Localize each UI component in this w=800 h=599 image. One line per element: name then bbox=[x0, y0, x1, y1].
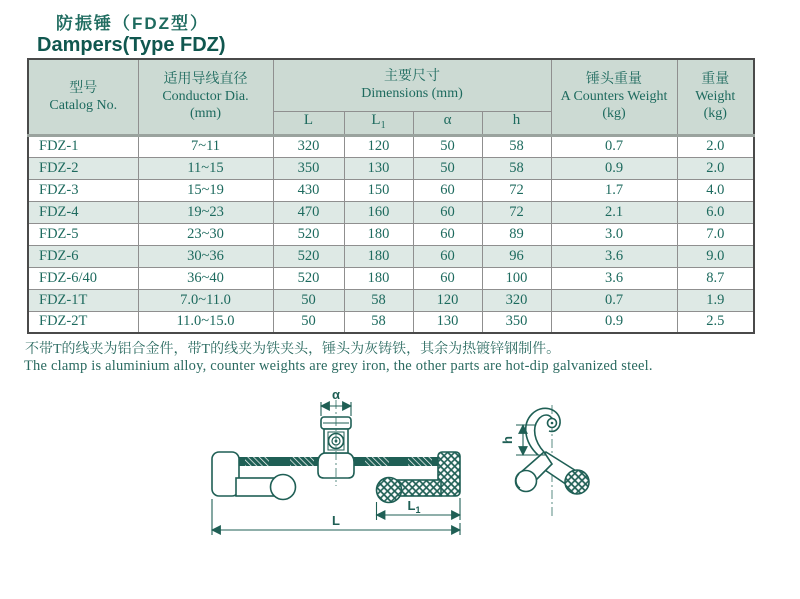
dim-L bbox=[212, 499, 460, 535]
table-cell-L: 520 bbox=[273, 267, 344, 289]
table-cell-L1: 120 bbox=[344, 135, 413, 157]
table-cell-conductor_dia: 30~36 bbox=[138, 245, 273, 267]
table-cell-catalog: FDZ-1 bbox=[28, 135, 138, 157]
table-cell-weight: 7.0 bbox=[677, 223, 754, 245]
table-cell-conductor_dia: 19~23 bbox=[138, 201, 273, 223]
table-cell-catalog: FDZ-6 bbox=[28, 245, 138, 267]
table-cell-alpha: 120 bbox=[413, 289, 482, 311]
table-body bbox=[28, 135, 754, 333]
table-row bbox=[28, 135, 754, 157]
table-cell-conductor_dia: 23~30 bbox=[138, 223, 273, 245]
table-cell-L: 350 bbox=[273, 157, 344, 179]
page-title-en: Dampers(Type FDZ) bbox=[37, 34, 226, 56]
table-cell-counter_weight: 3.6 bbox=[551, 245, 677, 267]
table-cell-L: 470 bbox=[273, 201, 344, 223]
damper-side-view bbox=[212, 387, 460, 535]
end-view-arms bbox=[516, 452, 590, 494]
table-cell-L: 520 bbox=[273, 223, 344, 245]
table-row bbox=[28, 267, 754, 289]
table-cell-alpha: 60 bbox=[413, 179, 482, 201]
table-cell-h: 58 bbox=[482, 135, 551, 157]
table-cell-L: 50 bbox=[273, 289, 344, 311]
sub-header-L1: $L_1$ bbox=[344, 111, 413, 135]
material-note-zh: 不带T的线夹为铝合金件，带T的线夹为铁夹头，锤头为灰铸铁，其余为热镀锌钢制件。 bbox=[25, 342, 561, 357]
table-row bbox=[28, 289, 754, 311]
damper-drawing-svg bbox=[140, 378, 800, 553]
dim-label-L1: $L_1$ bbox=[407, 498, 421, 515]
table-cell-conductor_dia: 7~11 bbox=[138, 135, 273, 157]
table-cell-h: 96 bbox=[482, 245, 551, 267]
table-cell-catalog: FDZ-5 bbox=[28, 223, 138, 245]
dim-h bbox=[500, 425, 546, 455]
table-row bbox=[28, 201, 754, 223]
end-view-weight-right bbox=[565, 470, 589, 494]
table-cell-weight: 2.0 bbox=[677, 135, 754, 157]
table-cell-counter_weight: 3.6 bbox=[551, 267, 677, 289]
table-cell-catalog: FDZ-1T bbox=[28, 289, 138, 311]
table-cell-alpha: 50 bbox=[413, 157, 482, 179]
dim-label-h: h bbox=[500, 436, 515, 444]
table-cell-weight: 8.7 bbox=[677, 267, 754, 289]
table-cell-L1: 150 bbox=[344, 179, 413, 201]
table-cell-counter_weight: 2.1 bbox=[551, 201, 677, 223]
table-cell-weight: 4.0 bbox=[677, 179, 754, 201]
dim-label-L: L bbox=[332, 513, 340, 528]
table-cell-alpha: 60 bbox=[413, 223, 482, 245]
table-cell-L1: 180 bbox=[344, 267, 413, 289]
col-header-catalog: 型号 Catalog No. bbox=[28, 59, 138, 135]
table-row bbox=[28, 179, 754, 201]
table-cell-L: 50 bbox=[273, 311, 344, 333]
table-cell-L1: 130 bbox=[344, 157, 413, 179]
table-cell-L: 320 bbox=[273, 135, 344, 157]
table-cell-conductor_dia: 11~15 bbox=[138, 157, 273, 179]
table-cell-counter_weight: 0.9 bbox=[551, 311, 677, 333]
table-cell-weight: 2.0 bbox=[677, 157, 754, 179]
dim-alpha bbox=[321, 387, 351, 416]
sub-header-alpha: α bbox=[413, 111, 482, 135]
table-cell-alpha: 60 bbox=[413, 267, 482, 289]
page-title-zh: 防振锤（FDZ型） bbox=[56, 14, 210, 33]
table-cell-h: 350 bbox=[482, 311, 551, 333]
table-cell-h: 58 bbox=[482, 157, 551, 179]
table-cell-catalog: FDZ-2 bbox=[28, 157, 138, 179]
table-cell-counter_weight: 0.7 bbox=[551, 135, 677, 157]
table-cell-L1: 58 bbox=[344, 311, 413, 333]
table-cell-weight: 1.9 bbox=[677, 289, 754, 311]
sub-header-L: L bbox=[273, 111, 344, 135]
damper-technical-drawing bbox=[140, 378, 800, 553]
table-cell-h: 89 bbox=[482, 223, 551, 245]
table-cell-alpha: 60 bbox=[413, 201, 482, 223]
table-cell-L: 430 bbox=[273, 179, 344, 201]
table-row bbox=[28, 245, 754, 267]
table-cell-alpha: 130 bbox=[413, 311, 482, 333]
table-cell-counter_weight: 0.9 bbox=[551, 157, 677, 179]
col-header-weight: 重量 Weight (kg) bbox=[677, 59, 754, 135]
col-header-counter-weight: 锤头重量 A Counters Weight (kg) bbox=[551, 59, 677, 135]
damper-end-view bbox=[500, 405, 589, 518]
table-cell-L1: 58 bbox=[344, 289, 413, 311]
table-cell-counter_weight: 0.7 bbox=[551, 289, 677, 311]
dim-label-alpha: α bbox=[332, 387, 340, 402]
table-cell-L1: 180 bbox=[344, 223, 413, 245]
table-cell-weight: 6.0 bbox=[677, 201, 754, 223]
table-cell-conductor_dia: 7.0~11.0 bbox=[138, 289, 273, 311]
col-header-dimensions: 主要尺寸 Dimensions (mm) bbox=[273, 59, 551, 111]
table-cell-alpha: 60 bbox=[413, 245, 482, 267]
table-row bbox=[28, 157, 754, 179]
table-cell-counter_weight: 1.7 bbox=[551, 179, 677, 201]
table-cell-weight: 2.5 bbox=[677, 311, 754, 333]
table-row bbox=[28, 223, 754, 245]
table-cell-catalog: FDZ-2T bbox=[28, 311, 138, 333]
table-cell-catalog: FDZ-4 bbox=[28, 201, 138, 223]
table-cell-catalog: FDZ-6/40 bbox=[28, 267, 138, 289]
sub-header-h: h bbox=[482, 111, 551, 135]
table-row bbox=[28, 311, 754, 333]
table-cell-conductor_dia: 36~40 bbox=[138, 267, 273, 289]
table-cell-counter_weight: 3.0 bbox=[551, 223, 677, 245]
table-cell-conductor_dia: 11.0~15.0 bbox=[138, 311, 273, 333]
table-cell-h: 320 bbox=[482, 289, 551, 311]
clamp bbox=[318, 400, 354, 486]
table-cell-weight: 9.0 bbox=[677, 245, 754, 267]
table-cell-L1: 180 bbox=[344, 245, 413, 267]
table-cell-L: 520 bbox=[273, 245, 344, 267]
table-cell-alpha: 50 bbox=[413, 135, 482, 157]
col-header-conductor: 适用导线直径 Conductor Dia. (mm) bbox=[138, 59, 273, 135]
table-cell-catalog: FDZ-3 bbox=[28, 179, 138, 201]
table-cell-conductor_dia: 15~19 bbox=[138, 179, 273, 201]
table-cell-L1: 160 bbox=[344, 201, 413, 223]
damper-spec-table bbox=[27, 58, 755, 334]
table-cell-h: 100 bbox=[482, 267, 551, 289]
table-cell-h: 72 bbox=[482, 179, 551, 201]
table-cell-h: 72 bbox=[482, 201, 551, 223]
end-view-hook bbox=[526, 408, 560, 455]
material-note-en: The clamp is aluminium alloy, counter weights are grey iron, the other parts are hot-dip galvanized steel. bbox=[24, 358, 653, 374]
